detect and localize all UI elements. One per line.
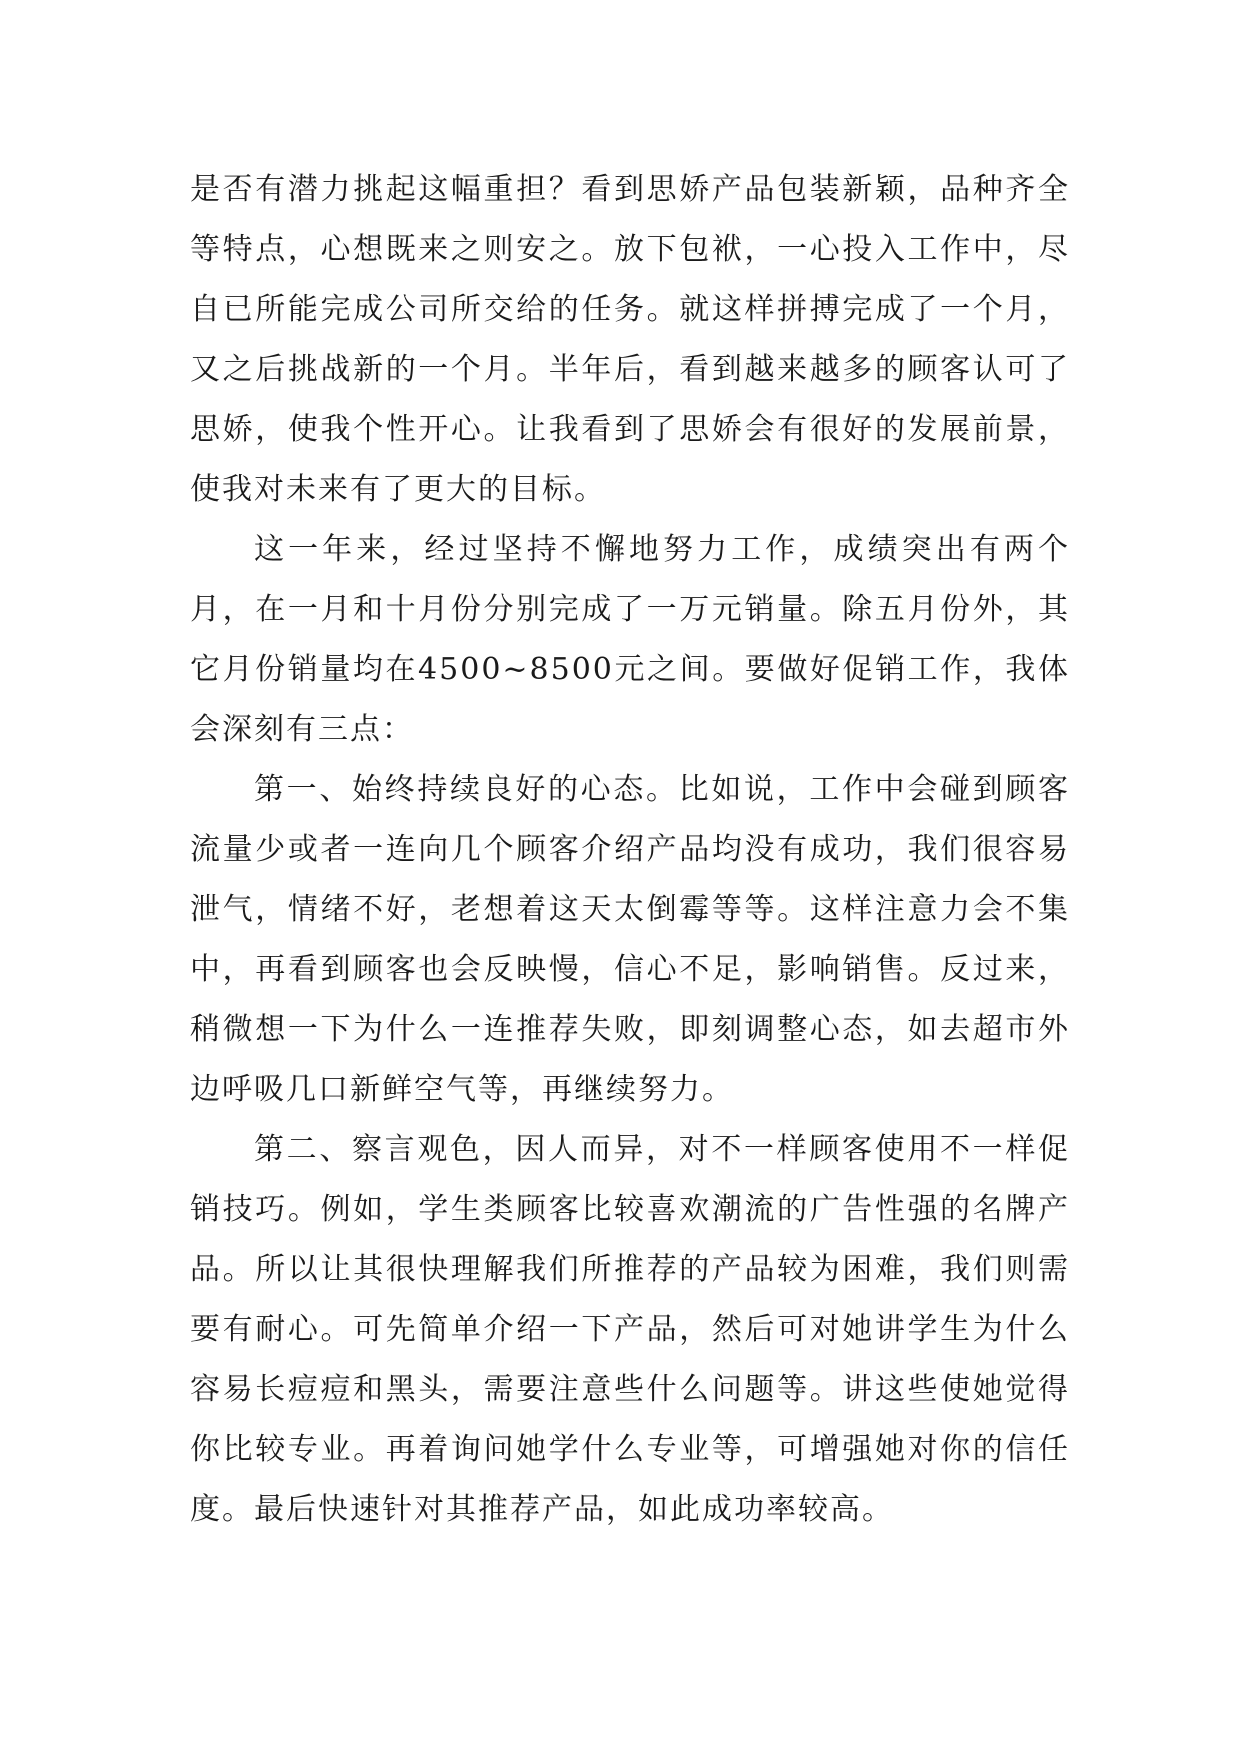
paragraph-1: 是否有潜力挑起这幅重担？看到思娇产品包装新颖，品种齐全等特点，心想既来之则安之。放下包袱，一心投入工作中，尽自已所能完成公司所交给的任务。就这样拼搏完成了一个月，又之后挑战新的一个月。半年后，看到越来越多的顾客认可了思娇，使我个性开心。让我看到了思娇会有很好的发展前景，使我对未来有了更大的目标。 (190, 172, 1070, 507)
paragraph-2: 这一年来，经过坚持不懈地努力工作，成绩突出有两个月，在一月和十月份分别完成了一万元销量。除五月份外，其它月份销量均在4500~8500元之间。要做好促销工作，我体会深刻有三点： (190, 532, 1070, 747)
document-body (190, 160, 1070, 1540)
paragraph-3: 第一、始终持续良好的心态。比如说，工作中会碰到顾客流量少或者一连向几个顾客介绍产品均没有成功，我们很容易泄气，情绪不好，老想着这天太倒霉等等。这样注意力会不集中，再看到顾客也会反映慢，信心不足，影响销售。反过来，稍微想一下为什么一连推荐失败，即刻调整心态，如去超市外边呼吸几口新鲜空气等，再继续努力。 (190, 772, 1070, 1107)
paragraph-4: 第二、察言观色，因人而异，对不一样顾客使用不一样促销技巧。例如，学生类顾客比较喜欢潮流的广告性强的名牌产品。所以让其很快理解我们所推荐的产品较为困难，我们则需要有耐心。可先简单介绍一下产品，然后可对她讲学生为什么容易长痘痘和黑头，需要注意些什么问题等。讲这些使她觉得你比较专业。再着询问她学什么专业等，可增强她对你的信任度。最后快速针对其推荐产品，如此成功率较高。 (190, 1132, 1070, 1527)
